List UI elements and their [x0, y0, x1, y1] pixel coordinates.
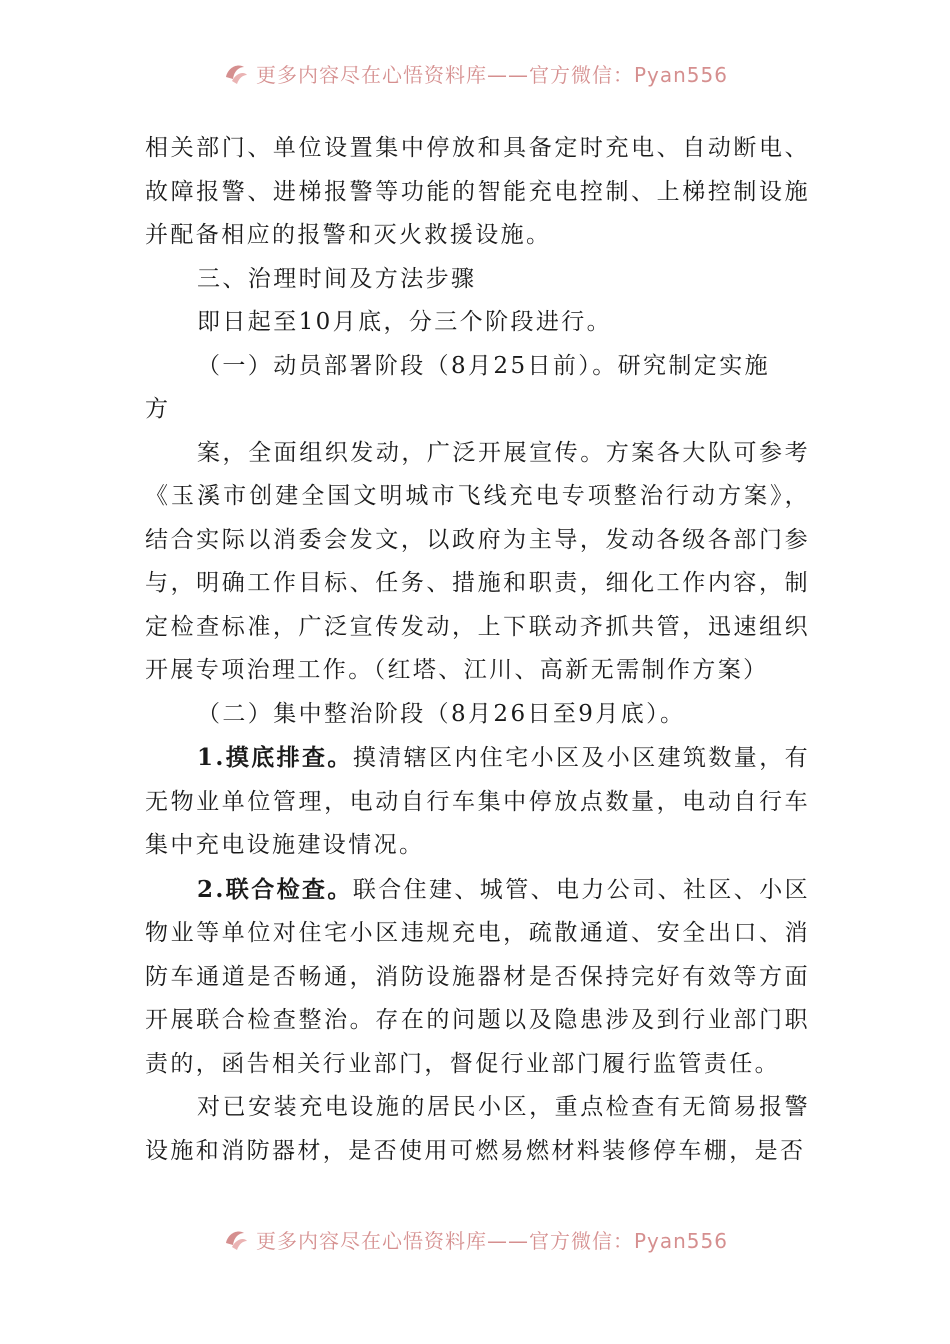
- watermark-logo-icon: [222, 59, 250, 87]
- document-body: [145, 127, 810, 1173]
- paragraph: [145, 868, 810, 1087]
- paragraph: 即日起至10月底，分三个阶段进行。: [197, 309, 613, 335]
- paragraph: [145, 736, 810, 868]
- paragraph: 方: [145, 396, 171, 422]
- item-lead: 2.联合检查。: [197, 875, 353, 903]
- stage-heading: （一）动员部署阶段（8月25日前）。研究制定实施: [197, 352, 770, 379]
- paragraph: 案，全面组织发动，广泛开展宣传。方案各大队可参考《玉溪市创建全国文明城市飞线充电专项整治行动方案》，结合实际以消委会发文，以政府为主导，发动各级各部门参与，明确工作目标、任务、措施和职责，细化工作内容，制定检查标准，广泛宣传发动，上下联动齐抓共管，迅速组织开展专项治理工作。（红塔、江川、高新无需制作方案）: [145, 439, 810, 683]
- watermark-text: 更多内容尽在心悟资料库——官方微信：Pyan556: [255, 1228, 728, 1253]
- item-lead: 1.摸底排查。: [197, 744, 353, 771]
- section-heading: 三、治理时间及方法步骤: [197, 265, 477, 292]
- watermark-text: 更多内容尽在心悟资料库——官方微信：Pyan556: [255, 62, 728, 87]
- footer-watermark: [0, 1222, 950, 1256]
- item-body: 联合住建、城管、电力公司、社区、小区物业等单位对住宅小区违规充电，疏散通道、安全出口、消防车通道是否畅通，消防设施器材是否保持完好有效等方面开展联合检查整治。存在的问题以及隐患涉及到行业部门职责的，函告相关行业部门，督促行业部门履行监管责任。: [145, 876, 811, 1077]
- stage-heading: （二）集中整治阶段（8月26日至9月底）。: [197, 700, 686, 727]
- header-watermark: [0, 56, 950, 90]
- paragraph: 对已安装充电设施的居民小区，重点检查有无简易报警设施和消防器材，是否使用可燃易燃材料装修停车棚，是否: [145, 1094, 810, 1164]
- paragraph: 相关部门、单位设置集中停放和具备定时充电、自动断电、故障报警、进梯报警等功能的智能充电控制、上梯控制设施并配备相应的报警和灭火救援设施。: [145, 135, 810, 248]
- watermark-logo-icon: [222, 1225, 250, 1253]
- item-body: 摸清辖区内住宅小区及小区建筑数量，有无物业单位管理，电动自行车集中停放点数量，电动自行车集中充电设施建设情况。: [145, 745, 811, 858]
